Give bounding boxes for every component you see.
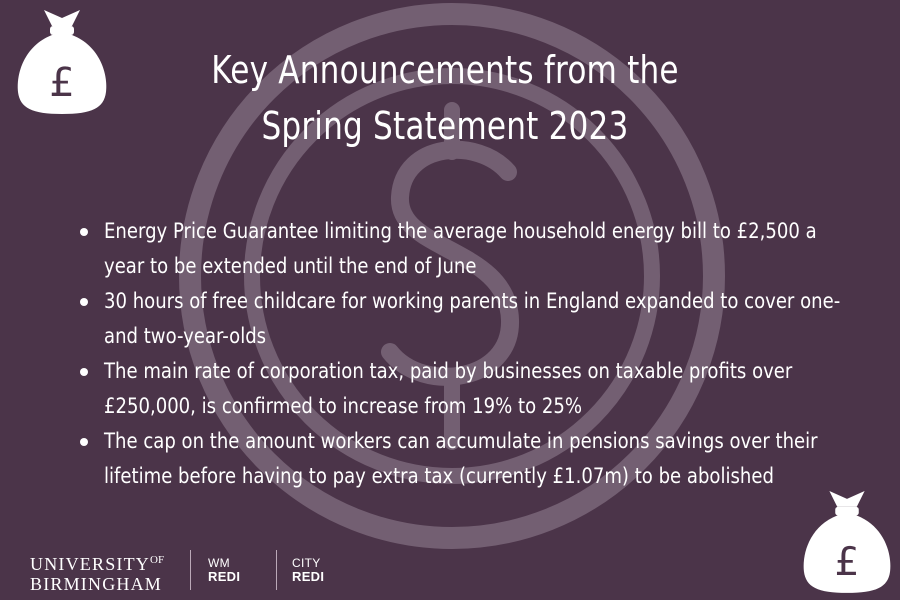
announcement-list [70, 214, 850, 494]
list-item-text: Energy Price Guarantee limiting the average household energy bill to £2,500 a year to be extended until the end of June [104, 219, 817, 279]
city-redi-logo: CITY REDI [292, 556, 325, 584]
list-item [70, 424, 850, 494]
pound-money-bag-icon [800, 484, 894, 596]
svg-text:£: £ [834, 540, 860, 586]
wm-redi-logo: WM REDI [208, 556, 241, 584]
logo-divider [190, 550, 191, 590]
bullet-dot [80, 368, 88, 376]
list-item [70, 284, 850, 354]
list-item-text: The main rate of corporation tax, paid by businesses on taxable profits over £250,000, is confirmed to increase from 19% to 25% [104, 359, 793, 419]
bullet-dot [80, 228, 88, 236]
title-line-2: Spring Statement 2023 [261, 104, 629, 148]
university-of-birmingham-logo: $UNIVERSITY^{OF}$ BIRMINGHAM [30, 554, 165, 594]
list-item [70, 354, 850, 424]
list-item [70, 214, 850, 284]
pound-money-bag-icon [14, 4, 110, 116]
svg-text:£: £ [49, 60, 75, 106]
title-line-1: Key Announcements from the [211, 48, 679, 92]
logo-divider [276, 550, 277, 590]
bullet-dot [80, 298, 88, 306]
list-item-text: The cap on the amount workers can accumulate in pensions savings over their lifetime before having to pay extra tax (currently £1.07m) to be abolished [104, 429, 818, 489]
page-title [203, 42, 687, 154]
bullet-dot [80, 438, 88, 446]
list-item-text: 30 hours of free childcare for working parents in England expanded to cover one- and two-year-olds [104, 289, 841, 349]
